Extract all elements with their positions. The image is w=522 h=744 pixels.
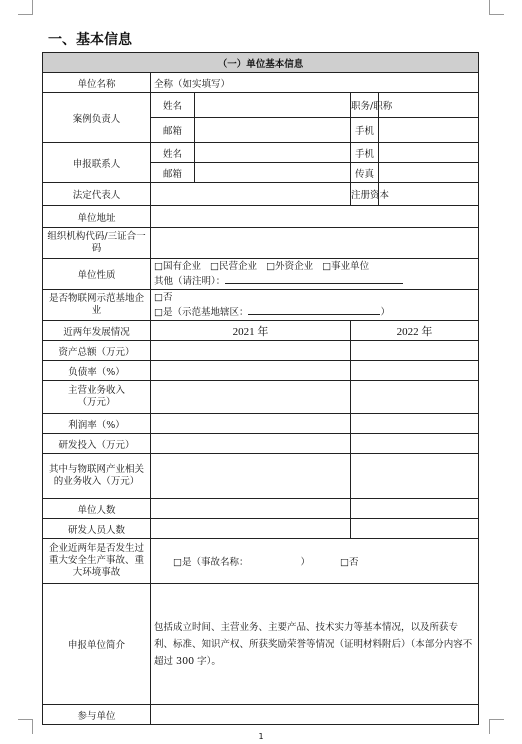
- dev-label: 近两年发展情况: [43, 321, 151, 341]
- case-lead-phone-field[interactable]: [379, 118, 479, 143]
- accident-no[interactable]: □否: [340, 557, 359, 568]
- case-lead-phone-label: 手机: [351, 118, 379, 143]
- iot-revenue-2022[interactable]: [351, 454, 479, 499]
- address-field[interactable]: [151, 206, 479, 228]
- debt-2022[interactable]: [351, 361, 479, 381]
- contact-fax-label: 传真: [351, 163, 379, 183]
- contact-fax-field[interactable]: [379, 163, 479, 183]
- org-code-label: 组织机构代码/三证合一码: [43, 228, 151, 259]
- year-2022-header: 2022 年: [351, 321, 479, 341]
- accident-yes[interactable]: □是（事故名称：: [173, 557, 249, 568]
- contact-phone-field[interactable]: [379, 143, 479, 163]
- section-title: 一、基本信息: [48, 32, 132, 48]
- intro-label: 申报单位简介: [43, 584, 151, 705]
- iot-revenue-2021[interactable]: [151, 454, 351, 499]
- rd-label: 研发投入（万元）: [43, 434, 151, 454]
- accident-close-paren: ）: [300, 557, 310, 568]
- case-lead-name-field[interactable]: [195, 93, 351, 118]
- iot-base-yes[interactable]: □是（示范基地辖区：: [154, 306, 249, 318]
- accident-label: 企业近两年是否发生过重大安全生产事故、重大环境事故: [43, 539, 151, 584]
- capital-label: 注册资本: [351, 183, 379, 206]
- iot-revenue-label: 其中与物联网产业相关的业务收入（万元）: [43, 454, 151, 499]
- case-lead-title-label: 职务/职称: [351, 93, 379, 118]
- profit-2022[interactable]: [351, 414, 479, 434]
- staff-2021[interactable]: [151, 499, 351, 519]
- org-code-field[interactable]: [151, 228, 479, 259]
- iot-base-district-input[interactable]: [248, 305, 380, 315]
- rd-staff-2022[interactable]: [351, 519, 479, 539]
- nature-opt-institution[interactable]: □事业单位: [322, 260, 370, 272]
- debt-2021[interactable]: [151, 361, 351, 381]
- participants-field[interactable]: [151, 705, 479, 725]
- case-lead-name-label: 姓名: [151, 93, 195, 118]
- legal-rep-field[interactable]: [151, 183, 351, 206]
- revenue-2022[interactable]: [351, 381, 479, 414]
- iot-base-no[interactable]: □否: [154, 291, 173, 303]
- staff-label: 单位人数: [43, 499, 151, 519]
- nature-opt-foreign[interactable]: □外资企业: [266, 260, 314, 272]
- capital-field[interactable]: [379, 183, 479, 206]
- basic-info-table: [42, 52, 479, 725]
- case-lead-label: 案例负责人: [43, 93, 151, 143]
- year-2021-header: 2021 年: [151, 321, 351, 341]
- profit-label: 利润率（%）: [43, 414, 151, 434]
- rd-staff-label: 研发人员人数: [43, 519, 151, 539]
- debt-label: 负债率（%）: [43, 361, 151, 381]
- revenue-2021[interactable]: [151, 381, 351, 414]
- nature-label: 单位性质: [43, 259, 151, 290]
- case-lead-title-field[interactable]: [379, 93, 479, 118]
- assets-2021[interactable]: [151, 341, 351, 361]
- address-label: 单位地址: [43, 206, 151, 228]
- rd-2022[interactable]: [351, 434, 479, 454]
- contact-name-label: 姓名: [151, 143, 195, 163]
- assets-label: 资产总额（万元）: [43, 341, 151, 361]
- nature-other-label: 其他（请注明）：: [154, 275, 226, 287]
- nature-options: [151, 259, 479, 290]
- profit-2021[interactable]: [151, 414, 351, 434]
- accident-options: [151, 539, 479, 584]
- nature-other-input[interactable]: [225, 274, 403, 284]
- contact-label: 申报联系人: [43, 143, 151, 183]
- rd-2021[interactable]: [151, 434, 351, 454]
- assets-2022[interactable]: [351, 341, 479, 361]
- legal-rep-label: 法定代表人: [43, 183, 151, 206]
- rd-staff-2021[interactable]: [151, 519, 351, 539]
- page-number: 1: [258, 732, 264, 741]
- crop-mark-top-left: [18, 0, 33, 15]
- iot-base-close-paren: ）: [380, 306, 390, 318]
- nature-opt-private[interactable]: □民营企业: [210, 260, 258, 272]
- staff-2022[interactable]: [351, 499, 479, 519]
- unit-name-label: 单位名称: [43, 73, 151, 93]
- iot-base-options: [151, 290, 479, 321]
- case-lead-email-field[interactable]: [195, 118, 351, 143]
- contact-email-field[interactable]: [195, 163, 351, 183]
- contact-phone-label: 手机: [351, 143, 379, 163]
- iot-base-label: 是否物联网示范基地企业: [43, 290, 151, 321]
- contact-name-field[interactable]: [195, 143, 351, 163]
- intro-text[interactable]: 包括成立时间、主营业务、主要产品、技术实力等基本情况，以及所获专利、标准、知识产权、所获奖励荣誉等情况（证明材料附后）（本部分内容不超过 300 字）。: [151, 584, 479, 705]
- table-header: （一）单位基本信息: [43, 53, 479, 73]
- participants-label: 参与单位: [43, 705, 151, 725]
- case-lead-email-label: 邮箱: [151, 118, 195, 143]
- revenue-label: 主营业务收入（万元）: [43, 381, 151, 414]
- contact-email-label: 邮箱: [151, 163, 195, 183]
- crop-mark-top-right: [489, 0, 504, 15]
- unit-name-value[interactable]: 全称（如实填写）: [151, 73, 479, 93]
- nature-opt-state[interactable]: □国有企业: [154, 260, 201, 272]
